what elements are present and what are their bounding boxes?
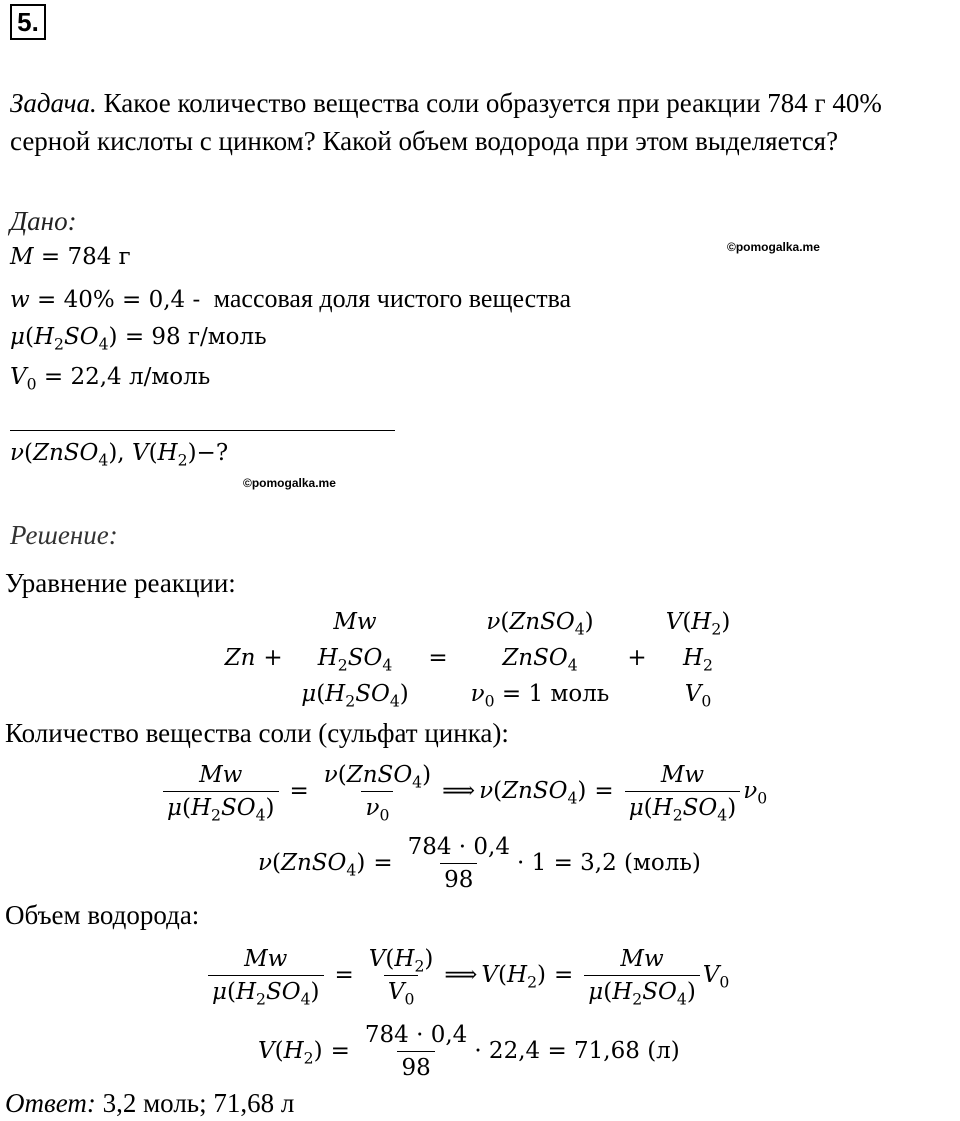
given-w: w = 40% = 0,4 - массовая доля чистого вещества	[10, 284, 572, 313]
hydrogen-heading: Объем водорода:	[5, 900, 200, 930]
salt-denominator: 98	[440, 863, 477, 893]
watermark: ©pomogalka.me	[727, 240, 820, 254]
given-w-value: 40% = 0,4 -	[63, 287, 201, 313]
given-w-desc: массовая доля чистого вещества	[213, 284, 572, 313]
given-v0-value: 22,4 л/моль	[70, 364, 211, 390]
salt-heading: Количество вещества соли (сульфат цинка):	[5, 718, 509, 748]
h2-numerator: 784 · 0,4	[364, 1021, 468, 1048]
salt-numerator: 784 · 0,4	[407, 833, 511, 860]
find-suffix: −?	[196, 440, 229, 466]
reaction-heading: Уравнение реакции:	[5, 568, 236, 598]
h2-result: · 22,4 = 71,68 (л)	[474, 1038, 680, 1064]
answer-value: 3,2 моль; 71,68 л	[102, 1088, 295, 1118]
task-line-2: серной кислоты с цинком? Какой объем водорода при этом выделяется?	[10, 126, 839, 156]
given-mass: M = 784 г	[10, 244, 131, 270]
given-label: Дано:	[10, 206, 77, 236]
find-line: ν(ZnSO$_4$), $V(H_2)-$?	[10, 440, 229, 470]
reaction-equation: Zn + Mw $H_2SO_4$ $\mu(H_2SO_4)$ = ν(ZnSO$_4$) ZnSO$_4$ $\nu_0 = 1$ моль + $V(H_2)$ $H_2$ $V_0$	[224, 609, 731, 711]
solution-label: Решение:	[10, 520, 118, 550]
problem-number: 5.	[10, 4, 46, 40]
h2-denominator: 98	[397, 1051, 434, 1081]
given-molar-mass: $\mu(H_2SO_4) = 98$ г/моль	[10, 324, 267, 354]
task-label: Задача.	[10, 88, 97, 118]
watermark: ©pomogalka.me	[243, 476, 336, 490]
task-text-1: Какое количество вещества соли образуется при реакции 784 г 40%	[103, 88, 882, 118]
given-molar-mass-value: 98 г/моль	[151, 324, 267, 350]
given-divider	[10, 430, 395, 431]
task-line-1	[10, 86, 882, 120]
answer-line	[5, 1086, 294, 1120]
salt-calculation: ν(ZnSO$_4$) = $\frac{784 \cdot 0,4}{98}$ · 1 = 3,2 (моль)	[258, 833, 701, 893]
hydrogen-formula: $\frac{Mw}{\mu(H_2SO_4)}$ = $\frac{V(H_2)}{V_0}$ ⟹ $V(H_2)$ = $\frac{Mw}{\mu(H_2SO_4)}$ $V_0$	[205, 936, 729, 1014]
hydrogen-calculation: $V(H_2)$ = $\frac{784 \cdot 0,4}{98}$ · 22,4 = 71,68 (л)	[258, 1021, 680, 1081]
salt-result: · 1 = 3,2 (моль)	[517, 850, 701, 876]
salt-formula: $\frac{Mw}{\mu(H_2SO_4)}$ = $\frac{\nu(ZnSO_4)}{\nu_0}$ ⟹ ν(ZnSO$_4$) = $\frac{Mw}{\mu(H_2SO_4)}$ $\nu_0$	[160, 752, 767, 830]
given-v0: $V_0 = 22,4$ л/моль	[10, 364, 211, 394]
given-mass-value: 784 г	[67, 244, 131, 270]
answer-label: Ответ:	[5, 1088, 96, 1118]
reaction-nu0: 1 моль	[528, 681, 610, 707]
